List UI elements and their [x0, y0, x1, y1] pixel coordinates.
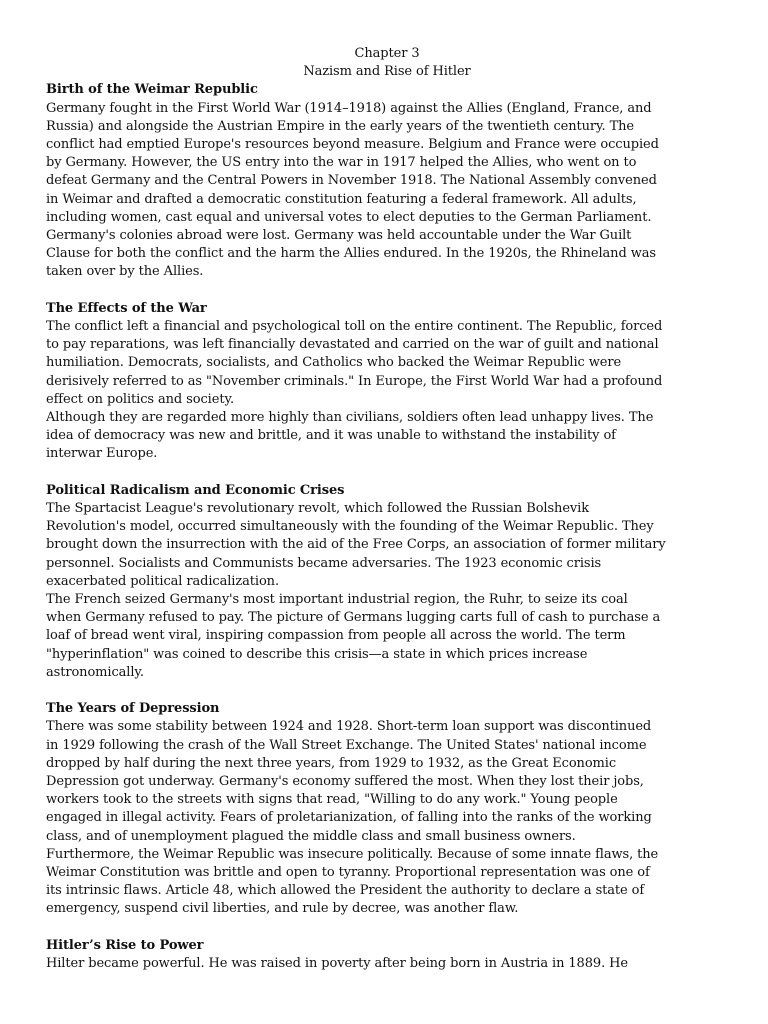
paragraph: There was some stability between 1924 and 1928. Short-term loan support was discontinued in 1929 following the crash of the Wall Street Exchange. The United States' national income dropped by half during the next three years, from 1929 to 1932, as the Great Economic Depression got underway. Germany's economy suffered the most. When they lost their jobs, workers took to the streets with signs that read, "Willing to do any work." Young people engaged in illegal activity. Fears of proletarianization, of falling into the ranks of the working class, and of unemployment plagued the middle class and small business owners.: [46, 719, 652, 844]
paragraph: Furthermore, the Weimar Republic was insecure politically. Because of some innate flaws, the Weimar Constitution was brittle and open to tyranny. Proportional representation was one of its intrinsic flaws. Article 48, which allowed the President the authority to declare a state of emergency, suspend civil liberties, and rule by decree, was another flaw.: [46, 846, 659, 917]
section-heading: Hitler’s Rise to Power: [46, 937, 204, 953]
section-heading: The Years of Depression: [46, 701, 220, 717]
section-heading: Birth of the Weimar Republic: [46, 82, 258, 98]
section-heading: The Effects of the War: [46, 300, 207, 316]
chapter-title: Nazism and Rise of Hitler: [303, 64, 471, 80]
chapter-header: [67, 45, 707, 81]
chapter-number: Chapter 3: [354, 46, 420, 61]
section-political-radicalism: [46, 482, 748, 682]
paragraph: The Spartacist League's revolutionary revolt, which followed the Russian Bolshevik Revolution's model, occurred simultaneously with the founding of the Weimar Republic. They brought down the insurrection with the aid of the Free Corps, an association of former military personnel. Socialists and Communists became adversaries. The 1923 economic crisis exacerbated political radicalization.: [46, 501, 666, 589]
paragraph: Although they are regarded more highly than civilians, soldiers often lead unhappy lives. The idea of democracy was new and brittle, and it was unable to withstand the instability of interwar Europe.: [46, 410, 654, 462]
paragraph: The conflict left a financial and psychological toll on the entire continent. The Republic, forced to pay reparations, was left financially devastated and carried on the war of guilt and national humiliation. Democrats, socialists, and Catholics who backed the Weimar Republic were derisively referred to as "November criminals." In Europe, the First World War had a profound effect on politics and society.: [46, 319, 663, 407]
section-birth-weimar: [46, 81, 748, 281]
section-effects-war: [46, 300, 748, 464]
paragraph: Hilter became powerful. He was raised in poverty after being born in Austria in 1889. He: [46, 956, 628, 972]
paragraph: The French seized Germany's most important industrial region, the Ruhr, to seize its coal when Germany refused to pay. The picture of Germans lugging carts full of cash to purchase a loaf of bread went viral, inspiring compassion from people all across the world. The term "hyperinflation" was coined to describe this crisis—a state in which prices increase astronomically.: [46, 592, 661, 680]
section-hitler-rise: [46, 937, 748, 973]
paragraph: Germany fought in the First World War (1914–1918) against the Allies (England, France, and Russia) and alongside the Austrian Empire in the early years of the twentieth century. The conflict had emptied Europe's resources beyond measure. Belgium and France were occupied by Germany. However, the US entry into the war in 1917 helped the Allies, who went on to defeat Germany and the Central Powers in November 1918. The National Assembly convened in Weimar and drafted a democratic constitution featuring a federal framework. All adults, including women, cast equal and universal votes to elect deputies to the German Parliament. Germany's colonies abroad were lost. Germany was held accountable under the War Guilt Clause for both the conflict and the harm the Allies endured. In the 1920s, the Rhineland was taken over by the Allies.: [46, 100, 659, 280]
section-years-depression: [46, 700, 748, 918]
section-heading: Political Radicalism and Economic Crises: [46, 482, 345, 498]
